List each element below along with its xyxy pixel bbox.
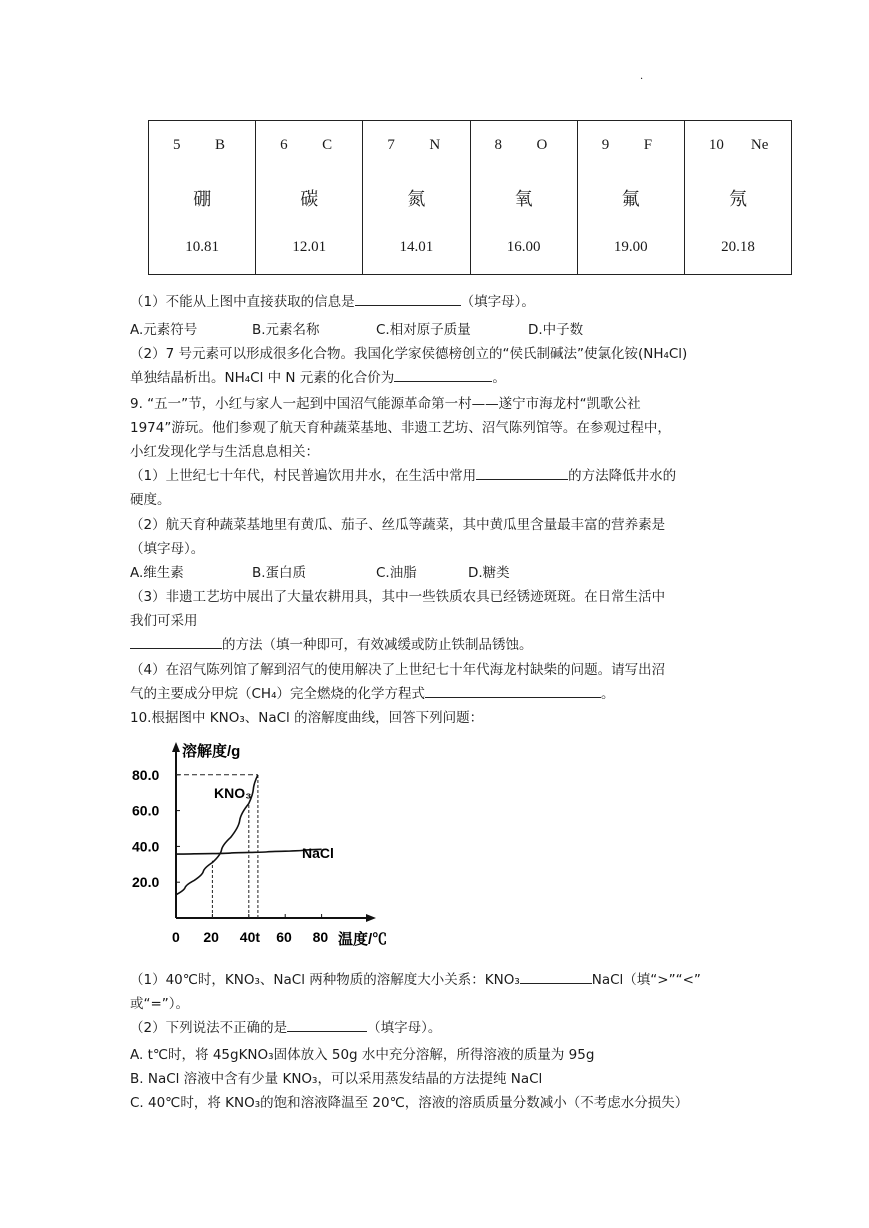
answer-blank[interactable] (355, 291, 461, 306)
option-d: D.中子数 (528, 322, 584, 338)
atomic-mass: 19.00 (613, 239, 648, 255)
y-tick-label: 40.0 (132, 838, 160, 855)
option-c: C.相对原子质量 (376, 322, 471, 338)
q9-part4-suffix: 。 (601, 686, 615, 702)
q9-part1-suffix: 的方法降低井水的 (568, 468, 677, 484)
answer-blank[interactable] (425, 683, 601, 698)
atomic-number: 6 (280, 137, 288, 153)
element-name: 氖 (728, 189, 747, 210)
q9-line2: 1974”游玩。他们参观了航天育种蔬菜基地、非遗工艺坊、沼气陈列馆等。在参观过程中， (130, 420, 671, 436)
q8-part1 (130, 290, 750, 314)
q10-part2-suffix: （填字母）。 (367, 1020, 442, 1036)
q8-part2-line1: （2）7 号元素可以形成很多化合物。我国化学家侯德榜创立的“侯氏制碱法”使氯化铵(NH₄Cl) (130, 346, 688, 362)
element-name: 碳 (300, 189, 319, 210)
q10-part1-line2: 或“=”）。 (130, 996, 190, 1012)
page-dot: · (640, 74, 644, 85)
y-tick-label: 80.0 (132, 766, 160, 783)
q9-part3-line3 (130, 633, 750, 657)
element-cell (256, 121, 363, 274)
option-a: A.元素符号 (130, 322, 198, 338)
q9-part2-line2: （填字母）。 (130, 541, 205, 557)
q8-part2-suffix: 。 (492, 370, 506, 386)
element-symbol: O (536, 137, 548, 153)
q9-part3-line1: （3）非遗工艺坊中展出了大量农耕用具，其中一些铁质农具已经锈迹斑斑。在日常生活中 (130, 589, 666, 605)
answer-blank[interactable] (520, 969, 592, 984)
q8-part1-suffix: （填字母）。 (460, 294, 535, 310)
element-cell (685, 121, 791, 274)
element-name: 硼 (193, 189, 212, 210)
q10-part2-text: （2）下列说法不正确的是 (130, 1020, 288, 1036)
option-a: A.维生素 (130, 565, 184, 581)
q9-part4-line1: （4）在沼气陈列馆了解到沼气的使用解决了上世纪七十年代海龙村缺柴的问题。请写出沼 (130, 662, 666, 678)
q9-part2-line1: （2）航天育种蔬菜基地里有黄瓜、茄子、丝瓜等蔬菜，其中黄瓜里含量最丰富的营养素是 (130, 517, 666, 533)
x-axis-label: 温度/℃ (338, 931, 388, 948)
option-b: B.元素名称 (252, 322, 320, 338)
q10-part1-line1 (130, 968, 750, 992)
answer-blank[interactable] (130, 634, 222, 649)
answer-blank[interactable] (476, 465, 568, 480)
q9-part3-line2: 我们可采用 (130, 613, 198, 629)
q9-part4-line2 (130, 682, 750, 706)
q9-line1: 9. “五一”节，小红与家人一起到中国沼气能源革命第一村——遂宁市海龙村“凯歌公社 (130, 396, 641, 412)
element-name: 氮 (407, 189, 426, 210)
q10-option-b: B. NaCl 溶液中含有少量 KNO₃，可以采用蒸发结晶的方法提纯 NaCl (130, 1071, 543, 1087)
periodic-table-strip (148, 120, 792, 275)
atomic-number: 8 (494, 137, 503, 153)
q9-line3: 小红发现化学与生活息息相关： (130, 444, 319, 460)
atomic-number: 5 (173, 137, 181, 153)
solubility-chart (128, 730, 398, 955)
q9-part4-text: 气的主要成分甲烷（CH₄）完全燃烧的化学方程式 (130, 686, 425, 702)
element-cell (471, 121, 578, 274)
q9-options (130, 561, 750, 585)
q9-part1 (130, 464, 750, 488)
option-b: B.蛋白质 (252, 565, 307, 581)
element-symbol: B (215, 137, 226, 153)
q10-title: 10.根据图中 KNO₃、NaCl 的溶解度曲线，回答下列问题： (130, 710, 484, 726)
q8-part2-line2 (130, 366, 750, 390)
element-name: 氟 (621, 189, 640, 210)
x-axis-arrow (366, 914, 376, 922)
q10-part1-text: （1）40℃时，KNO₃、NaCl 两种物质的溶解度大小关系：KNO₃ (130, 972, 520, 988)
y-tick-label: 20.0 (132, 874, 160, 891)
y-axis-arrow (172, 742, 180, 752)
x-tick-label: 40t (239, 929, 261, 945)
y-axis-label: 溶解度/g (182, 743, 241, 760)
q8-part1-text: （1）不能从上图中直接获取的信息是 (130, 294, 355, 310)
element-name: 氧 (514, 189, 533, 210)
q9-part1-cont: 硬度。 (130, 492, 171, 508)
answer-blank[interactable] (287, 1017, 367, 1032)
element-symbol: C (322, 137, 333, 153)
element-symbol: F (643, 137, 653, 153)
answer-blank[interactable] (394, 367, 492, 382)
element-cell (149, 121, 256, 274)
q10-option-a: A. t℃时，将 45gKNO₃固体放入 50g 水中充分溶解，所得溶液的质量为 95g (130, 1047, 595, 1063)
atomic-mass: 16.00 (506, 239, 541, 255)
element-cell (363, 121, 470, 274)
atomic-mass: 12.01 (292, 239, 327, 255)
element-symbol: N (429, 137, 441, 153)
atomic-mass: 14.01 (399, 239, 434, 255)
x-tick-label: 20 (203, 929, 219, 945)
atomic-number: 10 (708, 137, 724, 153)
option-c: C.油脂 (376, 565, 417, 581)
series-label: KNO₃ (214, 785, 252, 801)
atomic-number: 9 (601, 137, 610, 153)
atomic-number: 7 (387, 137, 395, 153)
q10-part1-suffix: NaCl（填“>”“<” (591, 972, 701, 988)
option-d: D.糖类 (468, 565, 510, 581)
x-tick-label: 80 (312, 929, 329, 945)
q8-part2-text: 单独结晶析出。NH₄Cl 中 N 元素的化合价为 (130, 370, 395, 386)
atomic-mass: 20.18 (721, 239, 755, 255)
q10-part2 (130, 1016, 750, 1040)
q9-part3-text: 的方法（填一种即可，有效减缓或防止铁制品锈蚀。 (222, 637, 533, 653)
element-symbol: Ne (750, 137, 769, 153)
series-label: NaCl (302, 845, 334, 861)
y-tick-label: 60.0 (132, 802, 160, 819)
x-tick-label: 0 (172, 929, 180, 945)
element-cell (578, 121, 685, 274)
q9-part1-text: （1）上世纪七十年代，村民普遍饮用井水，在生活中常用 (130, 468, 477, 484)
atomic-mass: 10.81 (185, 239, 219, 255)
q8-options (130, 318, 750, 342)
q10-option-c: C. 40℃时，将 KNO₃的饱和溶液降温至 20℃，溶液的溶质质量分数减小（不考虑水分损失） (130, 1095, 689, 1111)
x-tick-label: 60 (276, 929, 292, 945)
